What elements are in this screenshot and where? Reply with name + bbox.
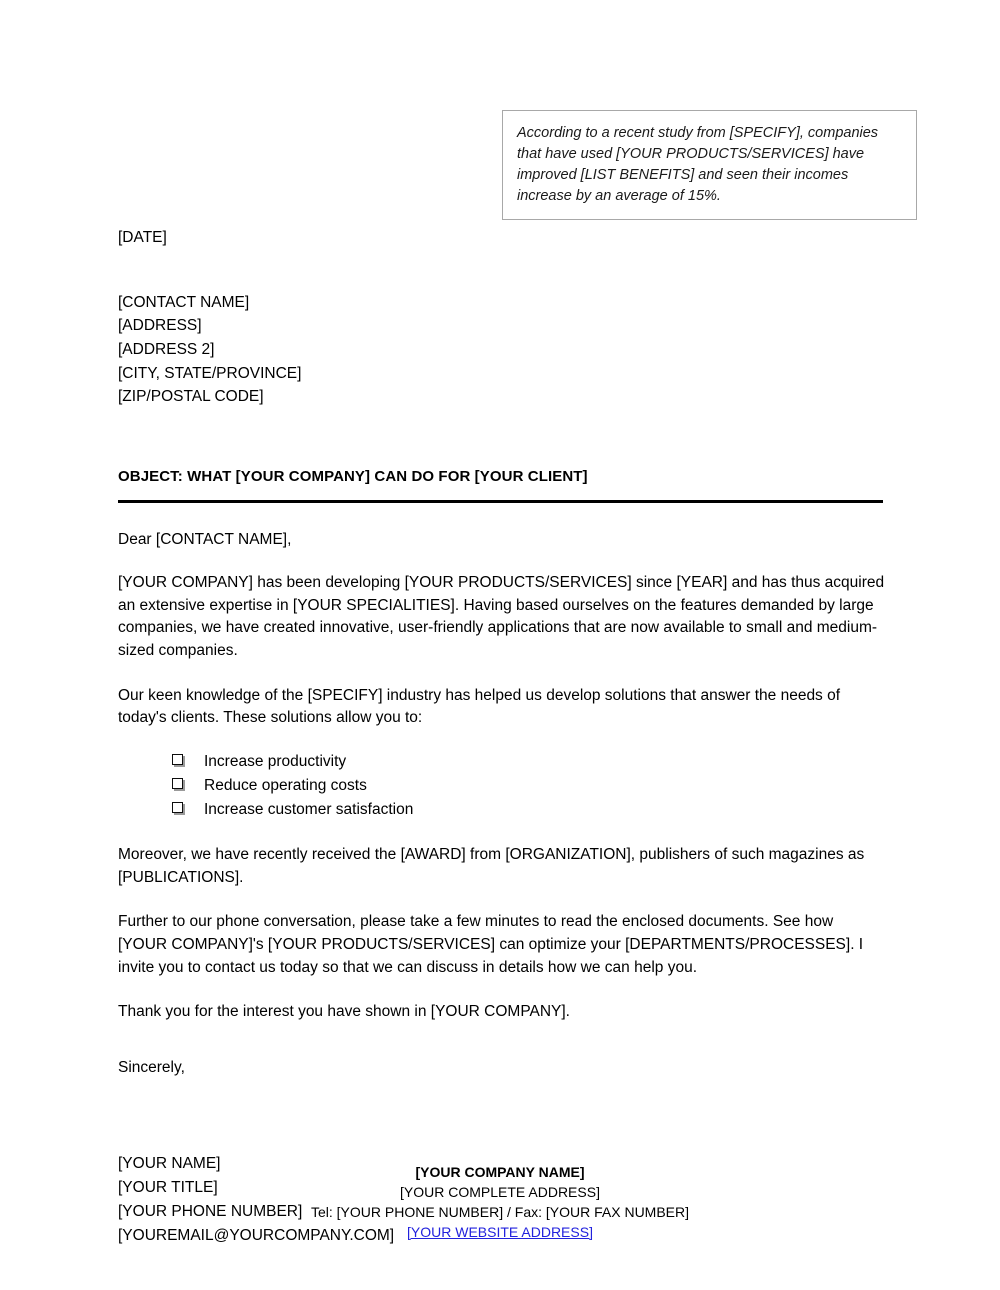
recipient-contact-name: [CONTACT NAME] [118, 293, 250, 311]
signature-title: [YOUR TITLE] [118, 1179, 218, 1197]
footer-address: [YOUR COMPLETE ADDRESS] [400, 1183, 600, 1200]
benefit-label: Reduce operating costs [204, 777, 367, 794]
recipient-address-block [118, 291, 886, 410]
pull-quote-text: According to a recent study from [SPECIFY], companies that have used [YOUR PRODUCTS/SERVICES] have improved [LIST BENEFITS] and seen their incomes increase by an average of 15%. [517, 125, 879, 204]
signature-phone: [YOUR PHONE NUMBER] [118, 1202, 303, 1220]
checkbox-square-icon [172, 802, 204, 815]
benefit-label: Increase productivity [204, 752, 347, 770]
letter-body [118, 228, 886, 1247]
recipient-address-2: [ADDRESS 2] [118, 341, 215, 359]
footer-company-name: [YOUR COMPANY NAME] [415, 1164, 585, 1180]
benefits-list [118, 750, 886, 822]
signature-name: [YOUR NAME] [118, 1155, 221, 1173]
benefit-label: Increase customer satisfaction [204, 801, 414, 819]
date-line: [DATE] [118, 229, 167, 246]
body-paragraph-5: Thank you for the interest you have shown in [YOUR COMPANY]. [118, 1003, 570, 1021]
body-paragraph-3: Moreover, we have recently received the [AWARD] from [ORGANIZATION], publishers of such magazines as [PUBLICATIONS]. [118, 846, 865, 886]
list-item [172, 774, 886, 798]
footer-phone-fax: Tel: [YOUR PHONE NUMBER] / Fax: [YOUR FAX NUMBER] [310, 1203, 690, 1220]
signature-email: [YOUREMAIL@YOURCOMPANY.COM] [118, 1226, 395, 1244]
recipient-address-1: [ADDRESS] [118, 317, 202, 335]
checkbox-square-icon [172, 754, 204, 767]
checkbox-square-icon [172, 778, 204, 791]
salutation: Dear [CONTACT NAME], [118, 530, 292, 548]
footer-website-link[interactable]: [YOUR WEBSITE ADDRESS] [407, 1223, 593, 1240]
list-item [172, 750, 886, 774]
subject-divider-rule [118, 500, 883, 503]
body-paragraph-4: Further to our phone conversation, please take a few minutes to read the enclosed documents. See how [YOUR COMPANY]'s [YOUR PRODUCTS/SERVICES] can optimize your [DEPARTMENTS/PROCESSES]. I invite you to contact us today so that we can discuss in details how we can help you. [118, 913, 864, 976]
list-item [172, 798, 886, 822]
recipient-city-state: [CITY, STATE/PROVINCE] [118, 364, 302, 382]
page-footer [0, 1163, 1000, 1243]
subject-line: OBJECT: WHAT [YOUR COMPANY] CAN DO FOR [YOUR CLIENT] [118, 468, 588, 486]
pull-quote-box [502, 110, 917, 220]
body-paragraph-2: Our keen knowledge of the [SPECIFY] industry has helped us develop solutions that answer the needs of today's clients. These solutions allow you to: [118, 686, 841, 727]
recipient-postal-code: [ZIP/POSTAL CODE] [118, 388, 264, 406]
body-paragraph-1: [YOUR COMPANY] has been developing [YOUR PRODUCTS/SERVICES] since [YEAR] and has thus acquired an extensive expertise in [YOUR SPECIALITIES]. Having based ourselves on the features demanded by large companies, we have created innovative, user-friendly applications that are now available to small and medium-sized companies. [118, 574, 885, 660]
closing-line: Sincerely, [118, 1058, 185, 1076]
